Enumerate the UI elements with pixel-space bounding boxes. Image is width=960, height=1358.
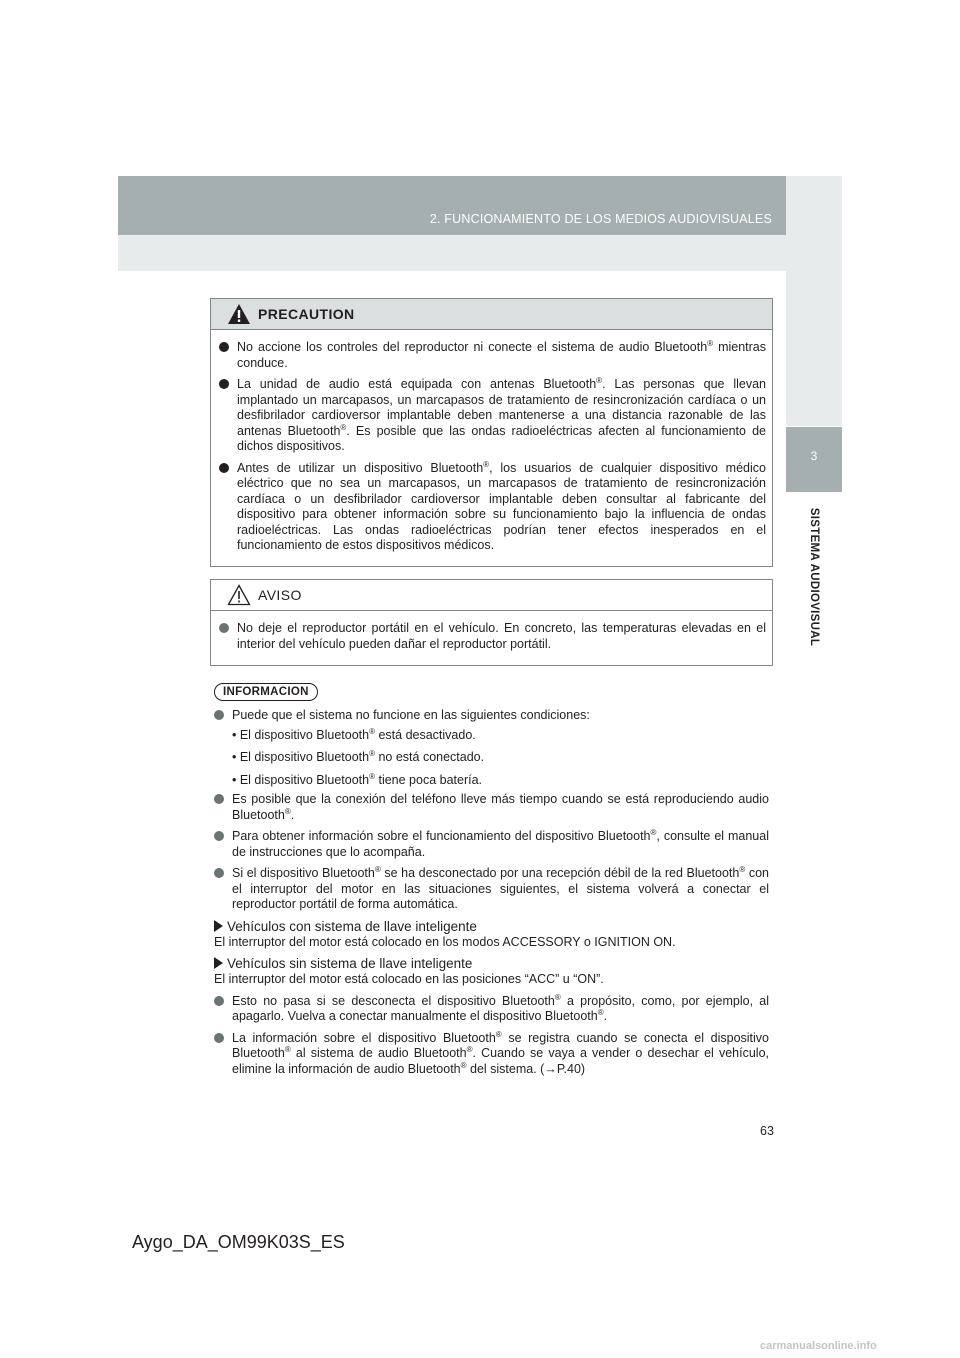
smart-key-heading: Vehículos con sistema de llave inteligente — [214, 919, 769, 934]
bullet-icon — [219, 342, 229, 352]
info-sub-item: • El dispositivo Bluetooth® no está conectado. — [232, 748, 485, 764]
bullet-icon — [214, 996, 224, 1006]
precaution-item: Antes de utilizar un dispositivo Bluetooth®, los usuarios de cualquier dispositivo médico eléctrico que no sea un marcapasos, un marcapasos de tratamiento de resincronización cardíaca o un desfibrilador cardioversor implantable deben consultar al fabricante del dispositivo para obtener información sobre su funcionamiento bajo la influencia de ondas radioeléctricas. Las ondas radioeléctricas podrían tener efectos inesperados en el funcionamiento de estos dispositivos médicos. — [219, 461, 766, 554]
bullet-icon — [214, 710, 224, 720]
bullet-icon — [214, 1033, 224, 1043]
bullet-icon — [219, 379, 229, 389]
document-code: Aygo_DA_OM99K03S_ES — [132, 1232, 345, 1252]
triangle-arrow-icon — [214, 957, 223, 969]
triangle-arrow-icon — [214, 920, 223, 932]
info-sub-item: • El dispositivo Bluetooth® tiene poca batería. — [232, 771, 483, 787]
no-smart-key-text: El interruptor del motor está colocado en las posiciones “ACC” u “ON”. — [214, 972, 604, 986]
precaution-item: No accione los controles del reproductor ni conecte el sistema de audio Bluetooth® mientras conduce. — [219, 340, 766, 371]
info-item: La información sobre el dispositivo Bluetooth® se registra cuando se conecta el dispositivo Bluetooth® al sistema de audio Bluetooth®. Cuando se vaya a vender o desechar el vehículo, elimine la información de audio Bluetooth® del sistema. (→P.40) — [214, 1031, 769, 1078]
precaution-title: PRECAUTION — [258, 306, 355, 322]
info-item: Puede que el sistema no funcione en las siguientes condiciones: — [214, 708, 769, 724]
precaution-item: La unidad de audio está equipada con antenas Bluetooth®. Las personas que llevan implantado un marcapasos, un marcapasos de tratamiento de resincronización cardíaca o un desfibrilador cardioversor implantable deben mantenerse a una distancia razonable de las antenas Bluetooth®. Es posible que las ondas radioeléctricas afecten al funcionamiento de dichos dispositivos. — [219, 377, 766, 455]
page-number: 63 — [760, 1124, 774, 1138]
informacion-section — [214, 708, 769, 1083]
section-title: 2. FUNCIONAMIENTO DE LOS MEDIOS AUDIOVISUALES — [429, 212, 772, 226]
chapter-label-text: SISTEMA AUDIOVISUAL — [808, 507, 820, 647]
no-smart-key-heading: Vehículos sin sistema de llave inteligente — [214, 956, 769, 971]
info-sub-item: • El dispositivo Bluetooth® está desactivado. — [232, 726, 476, 742]
bullet-icon — [219, 623, 229, 633]
side-tab-spacer — [786, 176, 842, 426]
bullet-icon — [214, 831, 224, 841]
header-band — [118, 176, 842, 235]
aviso-item: No deje el reproductor portátil en el vehículo. En concreto, las temperaturas elevadas en el interior del vehículo pueden dañar el reproductor portátil. — [219, 621, 766, 652]
precaution-header — [211, 299, 772, 330]
informacion-badge: INFORMACION — [214, 683, 318, 701]
chapter-label — [786, 492, 842, 662]
watermark: carmanualsonline.info — [760, 1340, 877, 1352]
aviso-title: AVISO — [258, 587, 302, 603]
bullet-icon — [214, 868, 224, 878]
info-item: Si el dispositivo Bluetooth® se ha desconectado por una recepción débil de la red Bluetooth® con el interruptor del motor en las situaciones siguientes, el sistema volverá a conectar el reproductor portátil de forma automática. — [214, 866, 769, 913]
aviso-header — [211, 580, 772, 611]
bullet-icon — [219, 463, 229, 473]
info-item: Es posible que la conexión del teléfono lleve más tiempo cuando se está reproduciendo audio Bluetooth®. — [214, 792, 769, 823]
caution-triangle-icon — [227, 584, 251, 606]
precaution-box — [210, 298, 773, 567]
smart-key-text: El interruptor del motor está colocado en los modos ACCESSORY o IGNITION ON. — [214, 934, 676, 949]
bullet-icon — [214, 794, 224, 804]
info-item: Para obtener información sobre el funcionamiento del dispositivo Bluetooth®, consulte el manual de instrucciones que lo acompaña. — [214, 829, 769, 860]
chapter-number: 3 — [786, 427, 842, 492]
header-subband — [118, 235, 842, 271]
aviso-box — [210, 579, 773, 666]
warning-triangle-icon — [227, 303, 251, 325]
info-item: Esto no pasa si se desconecta el dispositivo Bluetooth® a propósito, como, por ejemplo, al apagarlo. Vuelva a conectar manualmente el dispositivo Bluetooth®. — [214, 994, 769, 1025]
